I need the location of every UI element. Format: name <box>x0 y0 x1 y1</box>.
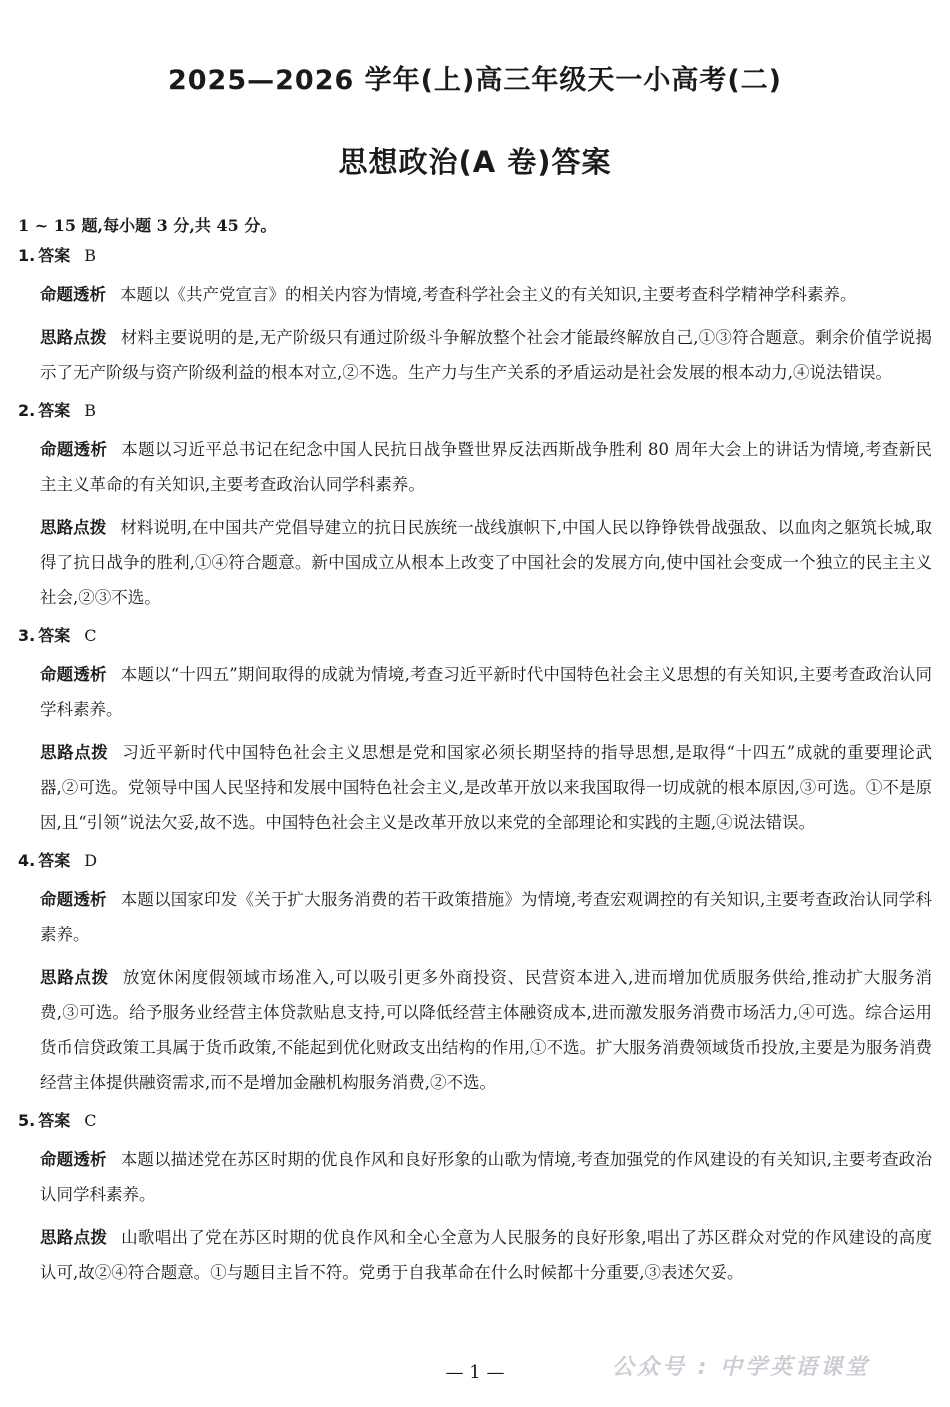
question-number: 5. <box>18 1111 36 1130</box>
answer-choice: D <box>84 851 98 870</box>
answer-label: 答案 <box>38 851 71 870</box>
analysis-text: 本题以国家印发《关于扩大服务消费的若干政策措施》为情境,考查宏观调控的有关知识,主要考查政治认同学科素养。 <box>40 890 932 944</box>
answer-choice: B <box>84 246 96 265</box>
question-block <box>18 1108 932 1290</box>
answer-label: 答案 <box>38 1111 71 1130</box>
hint-paragraph <box>40 320 932 390</box>
analysis-paragraph <box>40 657 932 727</box>
hint-paragraph <box>40 960 932 1100</box>
analysis-label: 命题透析 <box>40 1150 107 1169</box>
analysis-text: 本题以习近平总书记在纪念中国人民抗日战争暨世界反法西斯战争胜利 80 周年大会上的讲话为情境,考查新民主主义革命的有关知识,主要考查政治认同学科素养。 <box>40 440 933 494</box>
analysis-label: 命题透析 <box>40 665 107 684</box>
hint-text: 材料说明,在中国共产党倡导建立的抗日民族统一战线旗帜下,中国人民以铮铮铁骨战强敌、以血肉之躯筑长城,取得了抗日战争的胜利,①④符合题意。新中国成立从根本上改变了中国社会的发展方向,使中国社会变成一个独立的民主主义社会,②③不选。 <box>40 518 932 607</box>
hint-label: 思路点拨 <box>40 328 107 347</box>
hint-label: 思路点拨 <box>40 518 107 537</box>
analysis-text: 本题以“十四五”期间取得的成就为情境,考查习近平新时代中国特色社会主义思想的有关知识,主要考查政治认同学科素养。 <box>40 665 932 719</box>
section-intro: 1 ~ 15 题,每小题 3 分,共 45 分。 <box>18 216 277 235</box>
question-number: 1. <box>18 246 36 265</box>
hint-label: 思路点拨 <box>40 968 109 987</box>
hint-paragraph <box>40 735 932 840</box>
document-title: 2025—2026 学年(上)高三年级天一小高考(二) <box>167 65 783 96</box>
hint-text: 山歌唱出了党在苏区时期的优良作风和全心全意为人民服务的良好形象,唱出了苏区群众对党的作风建设的高度认可,故②④符合题意。①与题目主旨不符。党勇于自我革命在什么时候都十分重要,③表述欠妥。 <box>40 1228 933 1282</box>
question-answer-line <box>18 623 932 649</box>
question-number: 2. <box>18 401 36 420</box>
answer-choice: C <box>84 626 97 645</box>
page-number: — 1 — <box>445 1362 505 1383</box>
analysis-paragraph <box>40 882 932 952</box>
question-block <box>18 398 932 615</box>
hint-paragraph <box>40 510 932 615</box>
answer-content <box>18 213 932 1298</box>
hint-text: 放宽休闲度假领域市场准入,可以吸引更多外商投资、民营资本进入,进而增加优质服务供给,推动扩大服务消费,③可选。给予服务业经营主体贷款贴息支持,可以降低经营主体融资成本,进而激发服务消费市场活力,④可选。综合运用货币信贷政策工具属于货币政策,不能起到优化财政支出结构的作用,①不选。扩大服务消费领域货币投放,主要是为服务消费经营主体提供融资需求,而不是增加金融机构服务消费,②不选。 <box>40 968 932 1092</box>
question-block <box>18 623 932 840</box>
analysis-paragraph <box>40 277 932 312</box>
answer-label: 答案 <box>38 246 71 265</box>
watermark: 公众号 : 中学英语课堂 <box>612 1355 871 1380</box>
answer-choice: B <box>84 401 96 420</box>
analysis-text: 本题以描述党在苏区时期的优良作风和良好形象的山歌为情境,考查加强党的作风建设的有关知识,主要考查政治认同学科素养。 <box>40 1150 932 1204</box>
hint-text: 习近平新时代中国特色社会主义思想是党和国家必须长期坚持的指导思想,是取得“十四五”成就的重要理论武器,②可选。党领导中国人民坚持和发展中国特色社会主义,是改革开放以来我国取得一切成就的根本原因,③可选。①不是原因,且“引领”说法欠妥,故不选。中国特色社会主义是改革开放以来党的全部理论和实践的主题,④说法错误。 <box>40 743 932 832</box>
document-subtitle: 思想政治(A 卷)答案 <box>338 145 612 179</box>
question-block <box>18 243 932 390</box>
question-number: 3. <box>18 626 36 645</box>
analysis-paragraph <box>40 432 932 502</box>
hint-label: 思路点拨 <box>40 1228 108 1247</box>
hint-paragraph <box>40 1220 932 1290</box>
analysis-label: 命题透析 <box>40 890 107 909</box>
hint-text: 材料主要说明的是,无产阶级只有通过阶级斗争解放整个社会才能最终解放自己,①③符合题意。剩余价值学说揭示了无产阶级与资产阶级利益的根本对立,②不选。生产力与生产关系的矛盾运动是社会发展的根本动力,④说法错误。 <box>40 328 932 382</box>
answer-label: 答案 <box>38 626 71 645</box>
question-answer-line <box>18 398 932 424</box>
analysis-paragraph <box>40 1142 932 1212</box>
question-number: 4. <box>18 851 36 870</box>
answer-choice: C <box>84 1111 97 1130</box>
question-answer-line <box>18 243 932 269</box>
analysis-label: 命题透析 <box>40 440 108 459</box>
question-answer-line <box>18 1108 932 1134</box>
answer-label: 答案 <box>38 401 71 420</box>
hint-label: 思路点拨 <box>40 743 109 762</box>
analysis-text: 本题以《共产党宣言》的相关内容为情境,考查科学社会主义的有关知识,主要考查科学精神学科素养。 <box>120 285 857 304</box>
question-list <box>18 243 932 1290</box>
question-block <box>18 848 932 1100</box>
analysis-label: 命题透析 <box>40 285 106 304</box>
question-answer-line <box>18 848 932 874</box>
